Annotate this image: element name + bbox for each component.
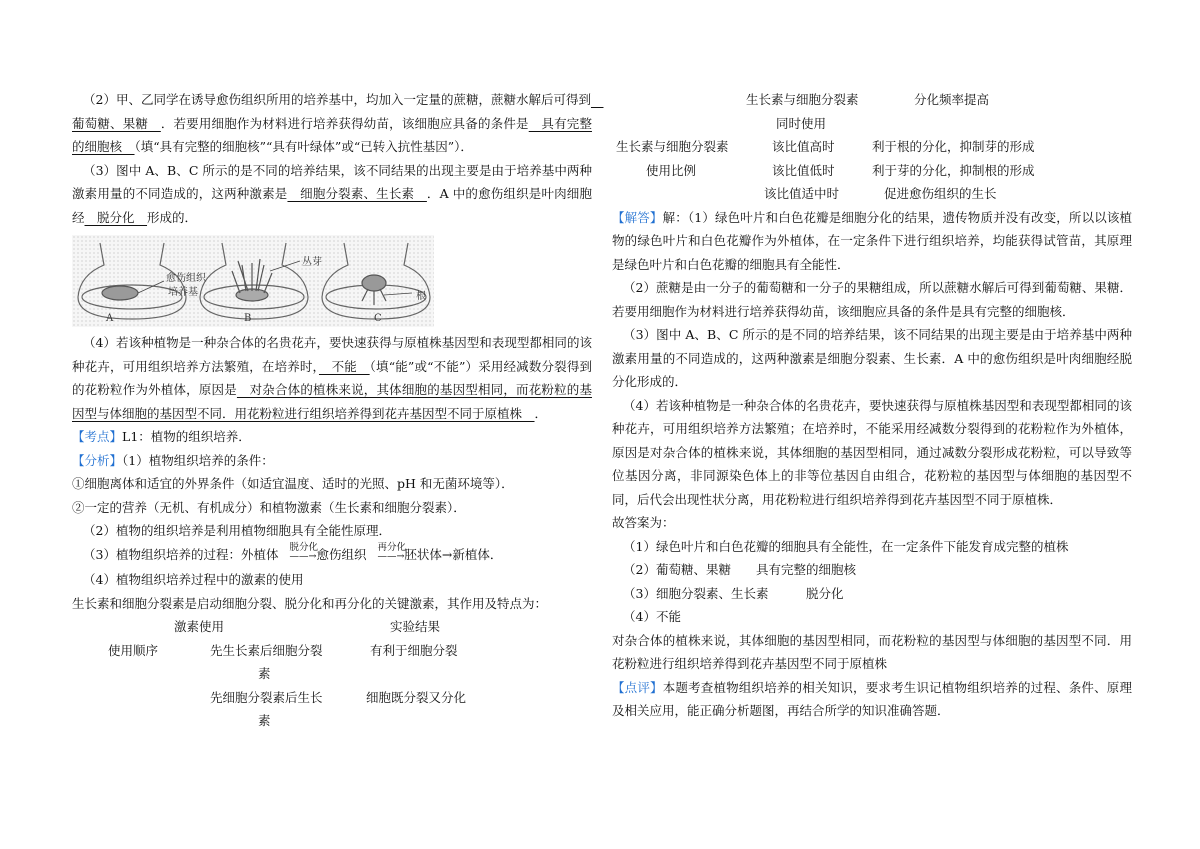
flask-label-a: A: [106, 313, 114, 324]
solution-3: （3）图中 A、B、C 所示的是不同的培养结果，该不同结果的出现主要是由于培养基中两种激素用量的不同造成的，这两种激素是细胞分裂素、生长素．A 中的愈伤组织是叶肉细胞经脱分化形成的．: [612, 327, 1132, 389]
label-shoot: 丛芽: [302, 257, 322, 268]
q3-answer-dedifferentiation: 脱分化: [84, 209, 148, 225]
table-row-label: 使用顺序: [108, 642, 159, 658]
table-header-result: 实验结果: [390, 619, 441, 634]
table-cell: 使用比例: [646, 162, 697, 178]
right-column: [612, 88, 1132, 723]
table-row: [72, 662, 592, 686]
q3-text-a: （3）图中 A、B、C 所示的是不同的培养结果，该不同结果的出现主要是由于培养基中两种激素用量的不同造成的，这两种激素是: [72, 162, 592, 201]
final-answer-3: （3）细胞分裂素、生长素 脱分化: [623, 585, 844, 601]
final-answer-4-reason: 对杂合体的植株来说，其体细胞的基因型相同，而花粉粒的基因型与体细胞的基因型不同．用花粉粒进行组织培养得到花卉基因型不同于原植株: [612, 632, 1132, 671]
q4-text-a: （4）若该种植物是一种杂合体的名贵花卉，要快速获得与原植株基因型和表现型都相同的该种花卉，可用组织培养方法繁殖，在培养时，: [72, 335, 592, 374]
q4-text-b: （填“能”或“不能”）采用经减数分裂得到的花粉粒作为外植体，原因是: [72, 358, 592, 397]
hormone-table-continued: [612, 88, 1132, 206]
table-row: [612, 112, 1132, 136]
table-cell: 先细胞分裂素后生长: [210, 689, 323, 705]
q3-text-b: ．A 中的愈伤组织是叶肉细胞经: [72, 186, 592, 225]
table-cell: 生长素与细胞分裂素: [746, 92, 859, 107]
jieda-text: 解：（1）绿色叶片和白色花瓣是细胞分化的结果，遗传物质并没有改变，所以以该植物的绿色叶片和白色花瓣作为外植体，在一定条件下进行组织培养，均能获得试管苗，其原理是绿色叶片和白色花瓣的细胞具有全能性．: [612, 209, 1132, 272]
jieda-tag: 【解答】: [612, 209, 663, 225]
label-medium: 培养基: [168, 287, 198, 298]
table-cell: 生长素与细胞分裂素: [616, 139, 729, 154]
dianping-tag: 【点评】: [612, 679, 663, 695]
table-cell: 该比值低时: [772, 162, 835, 178]
table-cell: 细胞既分裂又分化: [366, 689, 467, 705]
table-row: [612, 88, 1132, 112]
left-column: [72, 88, 604, 733]
q2-answer-sugar: 葡萄糖、果糖: [72, 92, 604, 131]
table-row: [612, 159, 1132, 183]
arrow-dedifferentiation: 脱分化 ——→: [278, 545, 316, 569]
analysis-5: 生长素和细胞分裂素是启动细胞分裂、脱分化和再分化的关键激素，其作用及特点为：: [72, 595, 548, 611]
q4-answer-cannot: 不能: [318, 358, 370, 374]
analysis-4: （4）植物组织培养过程中的激素的使用: [83, 572, 304, 587]
flask-label-b: B: [244, 313, 252, 324]
table-cell: 同时使用: [776, 115, 827, 131]
solution-2: （2）蔗糖是由一分子的葡萄糖和一分子的果糖组成，所以蔗糖水解后可得到葡萄糖、果糖．若要用细胞作为材料进行培养获得幼苗，该细胞应具备的条件是具有完整的细胞核．: [612, 280, 1132, 319]
fenxi-tag: 【分析】: [72, 452, 123, 468]
dianping-paragraph: [612, 676, 1132, 723]
arrow-label-dedifferentiation: 脱分化: [289, 541, 318, 553]
question-2: [72, 88, 604, 159]
table-cell: 该比值适中时: [764, 186, 840, 201]
table-row: [612, 182, 1132, 206]
process-text-c: 胚状体→新植体．: [404, 546, 503, 562]
table-row: [72, 639, 592, 663]
culture-flasks-figure: [72, 235, 434, 327]
kaodian-tag: 【考点】: [72, 429, 123, 444]
table-header-row: [72, 615, 592, 639]
question-4: [72, 331, 592, 425]
condition-1: ①细胞离体和适宜的外界条件（如适宜温度、适时的光照、pH 和无菌环境等）．: [72, 476, 514, 491]
final-answer-4: （4）不能: [623, 609, 681, 624]
table-cell: 素: [258, 666, 271, 681]
question-3: [72, 159, 592, 230]
table-cell: 该比值高时: [772, 139, 835, 154]
solution-4: （4）若该种植物是一种杂合体的名贵花卉，要快速获得与原植株基因型和表现型都相同的该种花卉，可用组织培养方法繁殖；在培养时，不能采用经减数分裂得到的花粉粒作为外植体，原因是对杂合体的植株来说，其体细胞的基因型相同，通过减数分裂形成花粉粒，可以导致等位基因分离，非同源染色体上的非等位基因自由组合，花粉粒的基因型与体细胞的基因型不同，后代会出现性状分离，用花粉粒进行组织培养得到花卉基因型不同于原植株．: [612, 397, 1132, 507]
table-cell: 分化频率提高: [914, 92, 990, 107]
table-cell: 促进愈伤组织的生长: [884, 186, 997, 201]
table-row: [72, 686, 592, 710]
q3-text-c: 形成的．: [147, 209, 198, 225]
hormone-table: [72, 615, 592, 733]
table-row: [612, 135, 1132, 159]
dianping-text: 本题考查植物组织培养的相关知识，要求考生识记植物组织培养的过程、条件、原理及相关应用，能正确分析题图，再结合所学的知识准确答题．: [612, 679, 1132, 718]
q2-answer-nucleus: 具有完整的细胞核: [72, 115, 592, 154]
q2-text-c: （填“具有完整的细胞核”“具有叶绿体”或“已转入抗性基因”）．: [134, 139, 473, 154]
table-cell: 利于根的分化，抑制芽的形成: [872, 139, 1035, 154]
analysis-2: （2）植物的组织培养是利用植物细胞具有全能性原理．: [83, 523, 391, 538]
process-text-a: （3）植物组织培养的过程：外植体: [83, 546, 279, 562]
table-header-usage: 激素使用: [174, 619, 225, 634]
table-cell: 先生长素后细胞分裂: [210, 642, 323, 658]
table-cell: 有利于细胞分裂: [370, 642, 458, 658]
flask-label-c: C: [374, 313, 382, 324]
analysis-3-process: [72, 543, 592, 569]
q2-text-b: ．若要用细胞作为材料进行培养获得幼苗，该细胞应具备的条件是: [160, 115, 529, 131]
condition-2: ②一定的营养（无机、有机成分）和植物激素（生长素和细胞分裂素）．: [72, 499, 466, 515]
fenxi-text: （1）植物组织培养的条件：: [122, 452, 274, 468]
table-cell: 利于芽的分化，抑制根的形成: [872, 162, 1035, 178]
arrow-label-redifferentiation: 再分化: [377, 541, 406, 553]
q4-text-c: ．: [534, 405, 548, 421]
label-callus: 愈伤组织: [166, 273, 206, 284]
q2-text-a: （2）甲、乙同学在诱导愈伤组织所用的培养基中，均加入一定量的蔗糖，蔗糖水解后可得到: [83, 92, 591, 107]
final-answer-1: （1）绿色叶片和白色花瓣的细胞具有全能性，在一定条件下能发育成完整的植株: [623, 538, 1069, 554]
fenxi-line: [72, 449, 592, 473]
answer-heading: 故答案为：: [612, 515, 675, 530]
table-cell: 素: [258, 713, 271, 728]
kaodian-text: L1：植物的组织培养．: [122, 429, 251, 444]
q4-answer-reason: 对杂合体的植株来说，其体细胞的基因型相同，而花粉粒的基因型与体细胞的基因型不同．用花粉粒进行组织培养得到花卉基因型不同于原植株: [72, 382, 592, 421]
table-row: [72, 709, 592, 733]
process-text-b: 愈伤组织: [316, 546, 367, 562]
label-root: 根: [416, 291, 426, 302]
jieda-paragraph: [612, 206, 1132, 277]
q3-answer-hormones: 细胞分裂素、生长素: [287, 186, 427, 201]
arrow-redifferentiation: 再分化 ——→: [366, 545, 404, 569]
kaodian-line: [72, 425, 592, 449]
final-answer-2: （2）葡萄糖、果糖 具有完整的细胞核: [623, 562, 856, 577]
